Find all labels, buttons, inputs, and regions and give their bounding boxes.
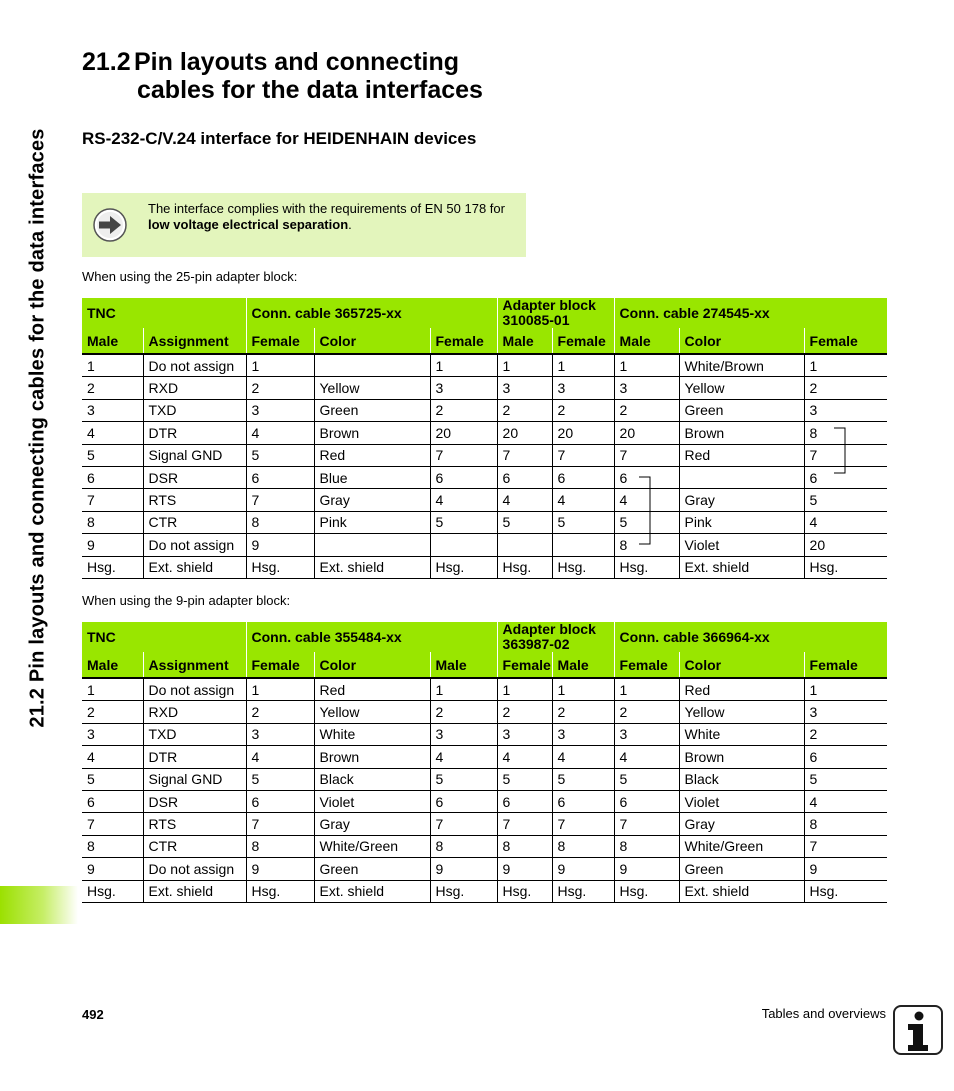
- table-cell: 9: [82, 534, 143, 556]
- table-cell: DTR: [143, 746, 246, 768]
- table-cell: 8: [246, 511, 314, 533]
- table-row: [82, 354, 887, 377]
- table-cell: 5: [552, 768, 614, 790]
- table-cell: Hsg.: [497, 556, 552, 578]
- table2-column-header: Female: [804, 652, 887, 678]
- table-cell: 2: [82, 701, 143, 723]
- table2-group-header: Adapter block 363987-02: [497, 622, 614, 652]
- info-icon: [893, 1005, 943, 1055]
- table-cell: 5: [497, 768, 552, 790]
- footer-section-title: Tables and overviews: [761, 1006, 886, 1021]
- table-cell: 5: [804, 768, 887, 790]
- table-cell: White/Green: [314, 835, 430, 857]
- table-cell: 8: [246, 835, 314, 857]
- table-cell: 8: [804, 813, 887, 835]
- table-cell: 1: [614, 678, 679, 701]
- table-cell: 5: [430, 511, 497, 533]
- table-cell: 2: [430, 399, 497, 421]
- table-cell: Gray: [314, 489, 430, 511]
- table-cell: 5: [246, 444, 314, 466]
- table-cell: 4: [497, 489, 552, 511]
- table-cell: Do not assign: [143, 534, 246, 556]
- note-box: [82, 193, 526, 257]
- table-cell: Gray: [314, 813, 430, 835]
- table-cell: 9: [552, 858, 614, 880]
- table2-column-header: Color: [314, 652, 430, 678]
- subheading: RS-232-C/V.24 interface for HEIDENHAIN devices: [82, 129, 477, 148]
- table1-column-header: Female: [804, 328, 887, 354]
- table-cell: Black: [314, 768, 430, 790]
- table-cell: 8: [614, 534, 679, 556]
- table-cell: 2: [804, 377, 887, 399]
- heading-line1: Pin layouts and connecting: [134, 48, 460, 76]
- table-cell: 5: [552, 511, 614, 533]
- table-cell: Blue: [314, 466, 430, 488]
- table-cell: Hsg.: [430, 880, 497, 902]
- table-cell: 9: [804, 858, 887, 880]
- note-text: [148, 201, 518, 233]
- table-cell: 6: [246, 790, 314, 812]
- table-cell: 2: [614, 701, 679, 723]
- table-cell: Ext. shield: [143, 556, 246, 578]
- table-cell: Pink: [679, 511, 804, 533]
- table-cell: Gray: [679, 489, 804, 511]
- table-cell: 7: [430, 813, 497, 835]
- table1-column-header: Male: [497, 328, 552, 354]
- table-cell: 9: [497, 858, 552, 880]
- table-cell: 6: [497, 790, 552, 812]
- table-cell: 1: [614, 354, 679, 377]
- table-cell: DSR: [143, 790, 246, 812]
- table-cell: 3: [552, 723, 614, 745]
- table-row: [82, 444, 887, 466]
- table-cell: 7: [246, 489, 314, 511]
- table-cell: Signal GND: [143, 768, 246, 790]
- table-cell: 8: [82, 835, 143, 857]
- table-cell: 4: [804, 511, 887, 533]
- table-cell: DTR: [143, 422, 246, 444]
- table1-column-header: Assignment: [143, 328, 246, 354]
- table-cell: Red: [314, 444, 430, 466]
- table-row: [82, 768, 887, 790]
- table2-column-header: Color: [679, 652, 804, 678]
- table-cell: [314, 354, 430, 377]
- table-cell: 2: [497, 399, 552, 421]
- table-cell: 2: [246, 377, 314, 399]
- table-cell: Hsg.: [614, 556, 679, 578]
- table-cell: Ext. shield: [679, 880, 804, 902]
- table-cell: 1: [804, 354, 887, 377]
- table-cell: Green: [314, 858, 430, 880]
- table-cell: White: [679, 723, 804, 745]
- table-cell: 1: [497, 354, 552, 377]
- table-cell: [679, 466, 804, 488]
- table-row: [82, 723, 887, 745]
- side-chapter-title: [24, 58, 52, 798]
- table-cell: 7: [614, 813, 679, 835]
- table-cell: 7: [246, 813, 314, 835]
- table-cell: 1: [497, 678, 552, 701]
- table-row: [82, 556, 887, 578]
- table-cell: 4: [430, 746, 497, 768]
- table2-column-header: Male: [430, 652, 497, 678]
- table-cell: 9: [246, 858, 314, 880]
- table-cell: Brown: [679, 746, 804, 768]
- table-cell: 5: [614, 511, 679, 533]
- table-row: [82, 534, 887, 556]
- table-cell: Hsg.: [497, 880, 552, 902]
- table-cell: Ext. shield: [679, 556, 804, 578]
- table-cell: 20: [552, 422, 614, 444]
- page-heading: [82, 48, 483, 104]
- table-row: [82, 746, 887, 768]
- table-cell: 3: [804, 701, 887, 723]
- table-cell: 3: [246, 399, 314, 421]
- table-cell: Ext. shield: [314, 880, 430, 902]
- table-row: [82, 399, 887, 421]
- table-cell: DSR: [143, 466, 246, 488]
- table-cell: 6: [552, 790, 614, 812]
- table-row: [82, 377, 887, 399]
- table-cell: Hsg.: [804, 880, 887, 902]
- table-cell: RXD: [143, 701, 246, 723]
- table1-column-header: Female: [430, 328, 497, 354]
- table-cell: 7: [497, 813, 552, 835]
- table-cell: White: [314, 723, 430, 745]
- table-cell: Pink: [314, 511, 430, 533]
- table-cell: 3: [614, 377, 679, 399]
- chapter-tab: [0, 886, 78, 924]
- table-cell: 8: [497, 835, 552, 857]
- table-cell: 1: [430, 678, 497, 701]
- table-cell: Red: [679, 678, 804, 701]
- table-cell: Hsg.: [552, 880, 614, 902]
- table-cell: RXD: [143, 377, 246, 399]
- table-cell: 1: [82, 678, 143, 701]
- table-cell: 6: [246, 466, 314, 488]
- table-cell: 5: [804, 489, 887, 511]
- table-cell: 2: [552, 399, 614, 421]
- table-cell: 1: [246, 354, 314, 377]
- table1-column-header: Color: [314, 328, 430, 354]
- table-cell: 1: [804, 678, 887, 701]
- table-cell: 8: [82, 511, 143, 533]
- table2-column-header: Female: [497, 652, 552, 678]
- table2-column-header: Female: [614, 652, 679, 678]
- heading-line2: cables for the data interfaces: [137, 76, 483, 104]
- table-cell: Red: [679, 444, 804, 466]
- table2-group-header: Conn. cable 366964-xx: [614, 622, 887, 652]
- table1-column-header: Male: [614, 328, 679, 354]
- pin-table-9: [82, 622, 887, 903]
- table-cell: TXD: [143, 723, 246, 745]
- table-cell: Yellow: [314, 377, 430, 399]
- table-cell: Hsg.: [82, 880, 143, 902]
- table-cell: 4: [82, 746, 143, 768]
- table-cell: 2: [246, 701, 314, 723]
- table-cell: Brown: [314, 746, 430, 768]
- table-cell: 4: [804, 790, 887, 812]
- table-cell: 6: [614, 466, 679, 488]
- table-cell: 20: [614, 422, 679, 444]
- table1-group-header: Conn. cable 274545-xx: [614, 298, 887, 328]
- table-cell: 1: [430, 354, 497, 377]
- table-cell: Hsg.: [430, 556, 497, 578]
- table-cell: Red: [314, 678, 430, 701]
- table-cell: 6: [804, 746, 887, 768]
- table-cell: 4: [614, 489, 679, 511]
- table-cell: 6: [82, 790, 143, 812]
- table-cell: Violet: [314, 790, 430, 812]
- table-cell: 7: [804, 444, 887, 466]
- table-cell: Brown: [679, 422, 804, 444]
- side-chapter-title-text: 21.2 Pin layouts and connecting cables for the data interfaces: [26, 128, 49, 728]
- table1-group-header: Adapter block 310085-01: [497, 298, 614, 328]
- table-cell: 7: [82, 489, 143, 511]
- table-cell: 9: [430, 858, 497, 880]
- table-cell: 4: [246, 422, 314, 444]
- table-cell: Hsg.: [246, 880, 314, 902]
- table-cell: 2: [82, 377, 143, 399]
- table-cell: 7: [804, 835, 887, 857]
- table-cell: Green: [314, 399, 430, 421]
- table2-group-header: Conn. cable 355484-xx: [246, 622, 497, 652]
- table-cell: 20: [804, 534, 887, 556]
- table-cell: TXD: [143, 399, 246, 421]
- table-cell: Violet: [679, 790, 804, 812]
- table-cell: 6: [430, 790, 497, 812]
- table-cell: Yellow: [314, 701, 430, 723]
- table-cell: 2: [614, 399, 679, 421]
- table-cell: 7: [82, 813, 143, 835]
- table-cell: 3: [614, 723, 679, 745]
- table-row: [82, 835, 887, 857]
- table-cell: 9: [246, 534, 314, 556]
- table-cell: [497, 534, 552, 556]
- table-row: [82, 701, 887, 723]
- table-cell: 3: [497, 723, 552, 745]
- table1-group-header: TNC: [82, 298, 246, 328]
- table-cell: Gray: [679, 813, 804, 835]
- table-cell: 3: [82, 399, 143, 421]
- table-cell: [430, 534, 497, 556]
- pin-table-25: [82, 298, 887, 579]
- table-cell: 7: [430, 444, 497, 466]
- table-cell: 9: [614, 858, 679, 880]
- table-cell: 3: [246, 723, 314, 745]
- table-cell: CTR: [143, 835, 246, 857]
- table-cell: 5: [82, 768, 143, 790]
- table-cell: 4: [497, 746, 552, 768]
- table-cell: Hsg.: [82, 556, 143, 578]
- table-cell: 8: [614, 835, 679, 857]
- table-cell: 5: [430, 768, 497, 790]
- table-cell: [552, 534, 614, 556]
- table-cell: 6: [614, 790, 679, 812]
- table-row: [82, 678, 887, 701]
- table-cell: 6: [430, 466, 497, 488]
- table1-column-header: Female: [552, 328, 614, 354]
- table-cell: White/Green: [679, 835, 804, 857]
- table-cell: 3: [804, 399, 887, 421]
- table-cell: 5: [246, 768, 314, 790]
- table-cell: 3: [430, 377, 497, 399]
- table-cell: 4: [614, 746, 679, 768]
- table-cell: Signal GND: [143, 444, 246, 466]
- table-cell: 2: [497, 701, 552, 723]
- table-cell: 1: [552, 678, 614, 701]
- note-text-pre: The interface complies with the requirements of EN 50 178 for: [148, 201, 505, 216]
- table-cell: White/Brown: [679, 354, 804, 377]
- table-row: [82, 880, 887, 902]
- table-cell: Brown: [314, 422, 430, 444]
- table-cell: Do not assign: [143, 354, 246, 377]
- table-cell: 5: [497, 511, 552, 533]
- table-cell: 5: [82, 444, 143, 466]
- table-cell: 8: [430, 835, 497, 857]
- table-cell: Do not assign: [143, 678, 246, 701]
- table-cell: 3: [497, 377, 552, 399]
- table2-column-header: Male: [552, 652, 614, 678]
- table-cell: 6: [552, 466, 614, 488]
- table1-group-header: Conn. cable 365725-xx: [246, 298, 497, 328]
- table-row: [82, 858, 887, 880]
- table1-caption: When using the 25-pin adapter block:: [82, 269, 298, 284]
- table-cell: 1: [246, 678, 314, 701]
- table-cell: 2: [804, 723, 887, 745]
- heading-number: 21.2: [82, 48, 131, 76]
- table-row: [82, 511, 887, 533]
- arrow-right-icon: [93, 208, 127, 242]
- table-cell: Black: [679, 768, 804, 790]
- table-cell: 7: [552, 444, 614, 466]
- table-cell: Yellow: [679, 377, 804, 399]
- table-cell: Yellow: [679, 701, 804, 723]
- table-cell: 1: [82, 354, 143, 377]
- table2-group-header: TNC: [82, 622, 246, 652]
- table-cell: [314, 534, 430, 556]
- table-cell: 2: [430, 701, 497, 723]
- table-cell: Green: [679, 399, 804, 421]
- table-cell: 4: [552, 489, 614, 511]
- table-cell: 6: [804, 466, 887, 488]
- note-text-post: .: [348, 217, 352, 232]
- table-cell: 6: [497, 466, 552, 488]
- table-row: [82, 790, 887, 812]
- table-row: [82, 489, 887, 511]
- table-cell: Green: [679, 858, 804, 880]
- page-number: 492: [82, 1007, 104, 1022]
- table2-column-header: Assignment: [143, 652, 246, 678]
- table-cell: 8: [804, 422, 887, 444]
- note-text-bold: low voltage electrical separation: [148, 217, 349, 232]
- table2-column-header: Female: [246, 652, 314, 678]
- table-cell: 4: [430, 489, 497, 511]
- table-row: [82, 813, 887, 835]
- table-cell: CTR: [143, 511, 246, 533]
- table-row: [82, 422, 887, 444]
- table-cell: 20: [430, 422, 497, 444]
- table-cell: 8: [552, 835, 614, 857]
- table1-column-header: Female: [246, 328, 314, 354]
- table-cell: 7: [552, 813, 614, 835]
- table-cell: RTS: [143, 813, 246, 835]
- table-cell: 6: [82, 466, 143, 488]
- table-cell: 1: [552, 354, 614, 377]
- table-cell: Hsg.: [614, 880, 679, 902]
- table-cell: 4: [246, 746, 314, 768]
- table-cell: 7: [614, 444, 679, 466]
- table-cell: 5: [614, 768, 679, 790]
- table1-column-header: Male: [82, 328, 143, 354]
- table-row: [82, 466, 887, 488]
- table1-column-header: Color: [679, 328, 804, 354]
- table2-column-header: Male: [82, 652, 143, 678]
- table-cell: 3: [430, 723, 497, 745]
- table2-caption: When using the 9-pin adapter block:: [82, 593, 291, 608]
- table-cell: Violet: [679, 534, 804, 556]
- table-cell: 4: [82, 422, 143, 444]
- table-cell: 20: [497, 422, 552, 444]
- table-cell: Hsg.: [552, 556, 614, 578]
- table-cell: Do not assign: [143, 858, 246, 880]
- table-cell: 3: [552, 377, 614, 399]
- table-cell: Ext. shield: [143, 880, 246, 902]
- table-cell: 3: [82, 723, 143, 745]
- table-cell: 9: [82, 858, 143, 880]
- table-cell: RTS: [143, 489, 246, 511]
- table-cell: 4: [552, 746, 614, 768]
- table-cell: 7: [497, 444, 552, 466]
- table-cell: Ext. shield: [314, 556, 430, 578]
- table-cell: Hsg.: [246, 556, 314, 578]
- table-cell: Hsg.: [804, 556, 887, 578]
- table-cell: 2: [552, 701, 614, 723]
